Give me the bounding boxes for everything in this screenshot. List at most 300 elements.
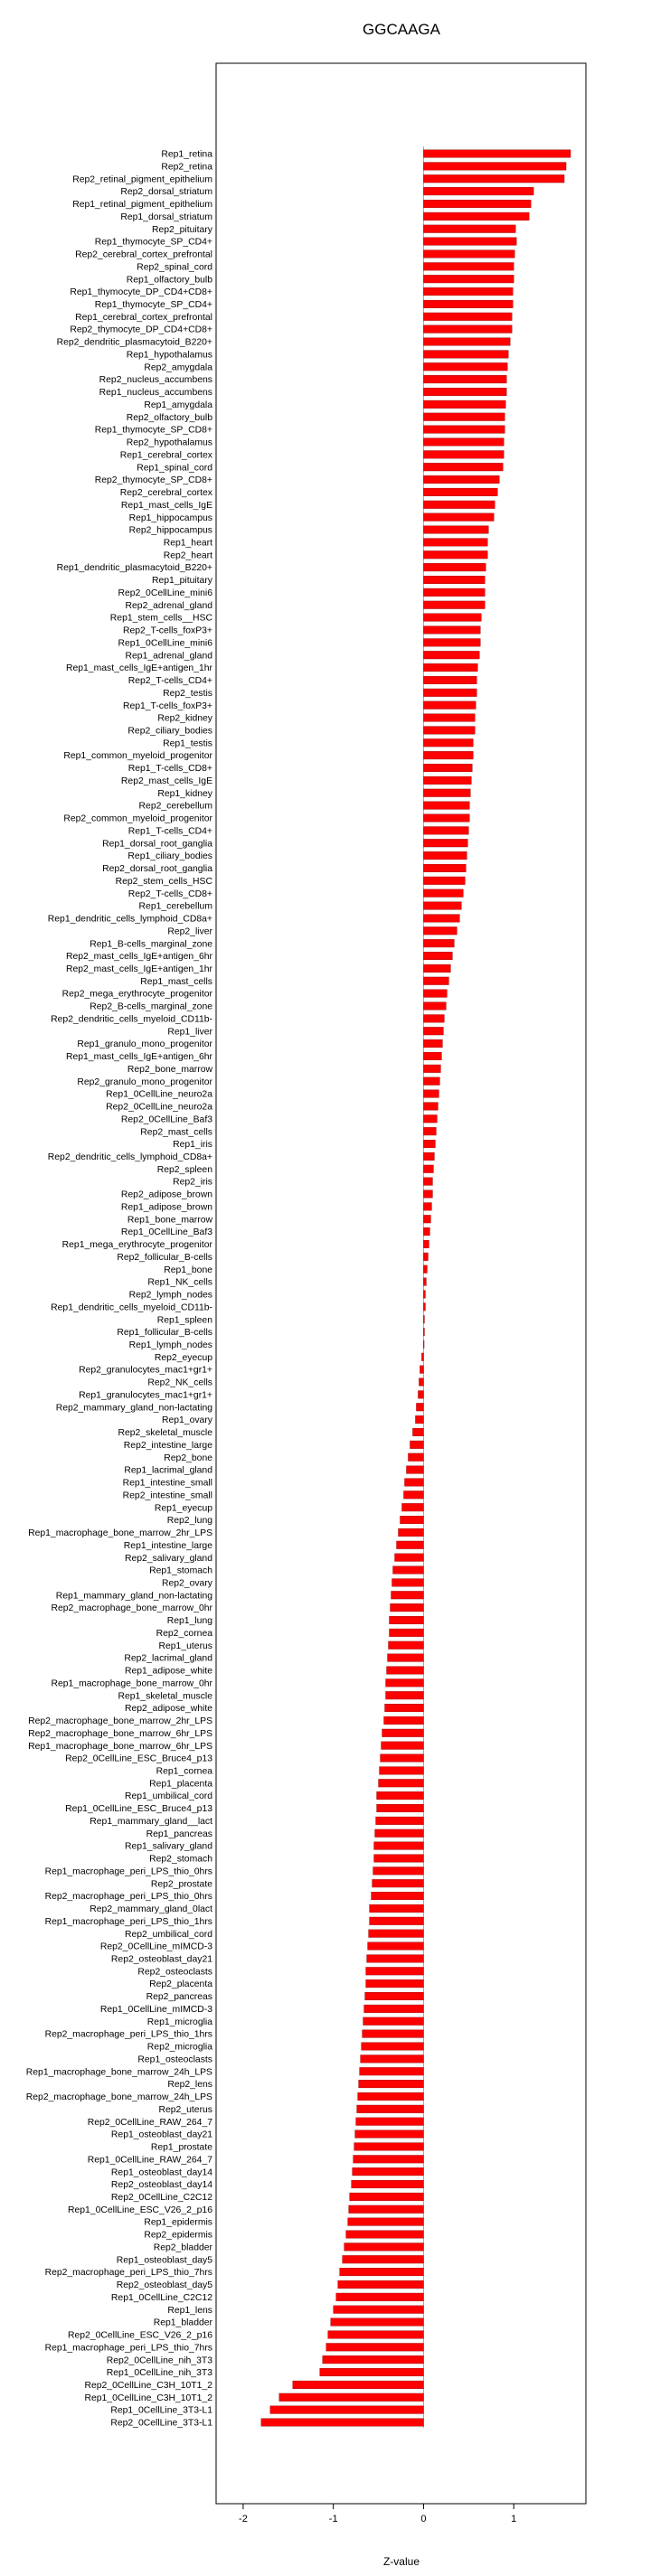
bar-7 [423, 238, 516, 246]
category-label-101: Rep1_ovary [161, 1415, 212, 1426]
bar-34 [423, 576, 485, 584]
category-label-134: Rep1_pancreas [146, 1829, 212, 1839]
bar-137 [373, 1867, 424, 1876]
category-label-172: Rep1_lens [167, 2305, 212, 2316]
category-label-142: Rep2_umbilical_cord [124, 1929, 212, 1940]
bar-109 [401, 1516, 424, 1524]
bar-56 [423, 851, 467, 860]
category-label-147: Rep2_pancreas [146, 1992, 212, 2003]
bar-113 [393, 1566, 424, 1575]
category-label-116: Rep2_macrophage_bone_marrow_0hr [51, 1603, 212, 1614]
bar-176 [323, 2355, 424, 2364]
category-label-0: Rep1_retina [161, 149, 212, 160]
bar-22 [423, 426, 505, 434]
category-label-162: Rep2_osteoblast_day14 [110, 2180, 212, 2191]
category-label-149: Rep1_microglia [146, 2017, 212, 2027]
category-label-7: Rep1_thymocyte_SP_CD4+ [94, 237, 212, 248]
bar-42 [423, 676, 476, 684]
bar-140 [370, 1904, 424, 1913]
category-label-111: Rep1_intestine_large [123, 1540, 212, 1551]
bar-79 [423, 1140, 435, 1148]
bar-62 [423, 926, 457, 935]
category-label-122: Rep1_macrophage_bone_marrow_0hr [51, 1678, 212, 1689]
bar-151 [362, 2043, 424, 2051]
bar-40 [423, 651, 479, 659]
category-label-37: Rep1_stem_cells__HSC [109, 613, 212, 624]
category-label-11: Rep1_thymocyte_DP_CD4+CD8+ [70, 287, 212, 298]
category-label-50: Rep2_mast_cells_IgE [120, 776, 212, 786]
bar-51 [423, 789, 470, 797]
category-label-103: Rep2_intestine_large [123, 1440, 212, 1451]
bar-2 [423, 174, 564, 183]
bar-16 [423, 351, 508, 359]
category-label-161: Rep1_osteoblast_day14 [110, 2167, 212, 2178]
bar-15 [423, 338, 510, 346]
category-label-144: Rep2_osteoblast_day21 [110, 1954, 212, 1965]
category-label-151: Rep2_microglia [146, 2042, 212, 2053]
category-label-93: Rep1_spleen [156, 1315, 212, 1326]
category-label-19: Rep1_nucleus_accumbens [99, 388, 212, 399]
bar-21 [423, 413, 505, 421]
category-label-14: Rep2_thymocyte_DP_CD4+CD8+ [70, 324, 212, 335]
category-label-76: Rep2_0CellLine_neuro2a [106, 1102, 212, 1113]
bar-107 [403, 1491, 423, 1500]
category-label-24: Rep1_cerebral_cortex [119, 450, 212, 461]
bar-68 [423, 1002, 446, 1011]
bar-76 [423, 1103, 438, 1111]
bar-55 [423, 839, 467, 847]
bar-134 [375, 1829, 424, 1838]
bar-64 [423, 952, 452, 960]
category-label-22: Rep1_thymocyte_SP_CD8+ [94, 425, 212, 436]
category-label-171: Rep1_0CellLine_C2C12 [110, 2292, 212, 2303]
category-label-85: Rep1_bone_marrow [127, 1215, 212, 1226]
category-label-89: Rep1_bone [164, 1264, 212, 1275]
bar-19 [423, 388, 506, 396]
category-label-152: Rep1_osteoclasts [137, 2054, 212, 2065]
category-label-95: Rep1_lymph_nodes [128, 1340, 212, 1350]
bar-1 [423, 163, 566, 171]
bar-100 [416, 1403, 423, 1411]
category-label-128: Rep2_0CellLine_ESC_Bruce4_p13 [65, 1753, 212, 1764]
category-label-15: Rep2_dendritic_plasmacytoid_B220+ [56, 337, 212, 348]
bar-126 [382, 1729, 424, 1737]
category-label-164: Rep1_0CellLine_ESC_V26_2_p16 [67, 2205, 212, 2215]
bar-63 [423, 939, 454, 947]
bar-115 [392, 1591, 424, 1599]
category-label-126: Rep2_macrophage_bone_marrow_6hr_LPS [28, 1728, 212, 1739]
chart-title: GGCAAGA [363, 21, 440, 38]
bar-158 [355, 2130, 424, 2139]
category-label-115: Rep1_mammary_gland_non-lactating [55, 1591, 212, 1602]
bar-58 [423, 877, 465, 885]
category-label-9: Rep2_spinal_cord [137, 262, 212, 273]
category-label-113: Rep1_stomach [149, 1565, 212, 1576]
bar-54 [423, 827, 468, 835]
bar-85 [423, 1215, 430, 1223]
category-label-18: Rep2_nucleus_accumbens [99, 375, 212, 386]
bar-6 [423, 225, 515, 233]
bar-83 [423, 1190, 432, 1199]
category-label-58: Rep2_stem_cells_HSC [115, 876, 212, 887]
bar-145 [366, 1967, 424, 1975]
bar-114 [392, 1579, 424, 1587]
category-label-139: Rep2_macrophage_peri_LPS_thio_0hrs [44, 1892, 212, 1903]
bar-169 [340, 2268, 424, 2276]
category-label-10: Rep1_olfactory_bulb [126, 275, 212, 286]
x-tick-label-0: -2 [239, 2514, 248, 2524]
bar-25 [423, 463, 503, 471]
x-tick-label-1: -1 [328, 2514, 338, 2524]
bar-155 [358, 2092, 424, 2101]
bar-10 [423, 275, 514, 283]
bar-154 [359, 2080, 424, 2088]
bar-88 [423, 1253, 428, 1261]
category-label-35: Rep2_0CellLine_mini6 [118, 588, 212, 598]
bar-166 [346, 2231, 424, 2239]
bar-168 [343, 2255, 424, 2263]
bar-108 [402, 1503, 424, 1511]
category-label-96: Rep2_eyecup [154, 1352, 212, 1363]
bar-167 [344, 2243, 424, 2252]
bar-141 [370, 1917, 424, 1925]
bar-116 [391, 1603, 424, 1612]
category-label-23: Rep2_hypothalamus [126, 437, 212, 448]
bar-97 [420, 1366, 423, 1374]
category-label-155: Rep2_macrophage_bone_marrow_24h_LPS [25, 2092, 212, 2103]
category-label-163: Rep2_0CellLine_C2C12 [110, 2192, 212, 2203]
bar-153 [360, 2067, 424, 2075]
bar-121 [387, 1667, 424, 1675]
category-label-65: Rep2_mast_cells_IgE+antigen_1hr [65, 964, 212, 974]
category-label-68: Rep2_B-cells_marginal_zone [90, 1001, 212, 1012]
bar-45 [423, 714, 475, 722]
bar-125 [384, 1716, 424, 1725]
category-label-132: Rep1_0CellLine_ESC_Bruce4_p13 [65, 1804, 212, 1815]
bar-105 [406, 1466, 423, 1474]
category-label-39: Rep1_0CellLine_mini6 [118, 638, 212, 649]
category-label-158: Rep1_osteoblast_day21 [110, 2129, 212, 2140]
category-label-2: Rep2_retinal_pigment_epithelium [72, 174, 212, 185]
bar-147 [365, 1992, 424, 2000]
category-label-55: Rep1_dorsal_root_ganglia [102, 839, 212, 850]
category-label-84: Rep1_adipose_brown [120, 1202, 212, 1213]
category-label-60: Rep1_cerebellum [138, 901, 212, 912]
category-label-34: Rep1_pituitary [151, 576, 212, 587]
bar-37 [423, 614, 481, 622]
category-label-166: Rep2_epidermis [144, 2230, 212, 2241]
bar-146 [366, 1979, 424, 1988]
bar-13 [423, 313, 512, 321]
bar-129 [380, 1767, 424, 1775]
bar-17 [423, 362, 507, 371]
category-label-123: Rep1_skeletal_muscle [118, 1691, 212, 1702]
category-label-108: Rep1_eyecup [154, 1503, 212, 1514]
bar-30 [423, 526, 488, 534]
category-label-70: Rep1_liver [167, 1027, 212, 1038]
bar-87 [423, 1240, 429, 1248]
bar-130 [379, 1779, 424, 1787]
category-label-141: Rep1_macrophage_peri_LPS_thio_1hrs [44, 1916, 212, 1927]
bar-23 [423, 438, 504, 447]
category-label-81: Rep2_spleen [156, 1164, 212, 1175]
bar-29 [423, 513, 494, 522]
bar-39 [423, 639, 480, 647]
category-label-154: Rep2_lens [167, 2080, 212, 2091]
bar-102 [412, 1428, 423, 1436]
category-label-169: Rep2_macrophage_peri_LPS_thio_7hrs [44, 2268, 212, 2279]
bar-178 [293, 2381, 424, 2389]
category-label-177: Rep1_0CellLine_nih_3T3 [106, 2368, 212, 2379]
category-label-47: Rep1_testis [163, 738, 212, 749]
category-label-87: Rep1_mega_erythrocyte_progenitor [61, 1240, 212, 1251]
category-label-12: Rep1_thymocyte_SP_CD4+ [94, 300, 212, 311]
bar-156 [357, 2105, 424, 2113]
bar-99 [418, 1391, 423, 1399]
category-label-51: Rep1_kidney [157, 788, 212, 799]
bar-133 [376, 1817, 424, 1825]
category-label-32: Rep2_heart [163, 550, 212, 561]
bar-28 [423, 501, 495, 509]
category-label-66: Rep1_mast_cells [140, 976, 212, 987]
bar-131 [377, 1791, 424, 1800]
category-label-30: Rep2_hippocampus [128, 525, 212, 536]
bar-180 [270, 2406, 424, 2414]
bar-135 [374, 1842, 424, 1850]
category-label-5: Rep1_dorsal_striatum [120, 212, 212, 222]
bar-73 [423, 1065, 440, 1073]
bar-112 [395, 1554, 424, 1562]
category-label-90: Rep1_NK_cells [147, 1277, 212, 1288]
category-label-106: Rep1_intestine_small [122, 1478, 212, 1489]
category-label-59: Rep2_T-cells_CD8+ [127, 888, 212, 899]
category-label-137: Rep1_macrophage_peri_LPS_thio_0hrs [44, 1866, 212, 1877]
category-label-86: Rep1_0CellLine_Baf3 [120, 1227, 212, 1238]
category-label-62: Rep2_liver [167, 926, 212, 937]
bar-142 [369, 1930, 424, 1938]
bar-160 [354, 2155, 424, 2163]
category-label-98: Rep2_NK_cells [147, 1377, 212, 1388]
category-label-130: Rep1_placenta [149, 1779, 212, 1790]
category-label-102: Rep2_skeletal_muscle [118, 1428, 212, 1439]
category-label-107: Rep2_intestine_small [122, 1490, 212, 1501]
category-label-82: Rep2_iris [173, 1177, 212, 1188]
category-label-44: Rep1_T-cells_foxP3+ [122, 700, 212, 711]
category-label-160: Rep1_0CellLine_RAW_264_7 [87, 2155, 212, 2166]
bar-11 [423, 287, 513, 296]
category-label-8: Rep2_cerebral_cortex_prefrontal [75, 249, 212, 260]
category-label-168: Rep1_osteoblast_day5 [116, 2255, 212, 2266]
bar-164 [349, 2205, 424, 2214]
category-label-53: Rep2_common_myeloid_progenitor [63, 813, 212, 824]
bar-171 [336, 2293, 424, 2301]
bar-81 [423, 1165, 433, 1173]
category-label-74: Rep2_granulo_mono_progenitor [77, 1076, 212, 1087]
category-label-129: Rep1_cornea [156, 1766, 212, 1777]
category-label-159: Rep1_prostate [150, 2142, 212, 2153]
category-label-174: Rep2_0CellLine_ESC_V26_2_p16 [67, 2330, 212, 2341]
x-tick-label-3: 1 [511, 2514, 517, 2524]
category-label-176: Rep2_0CellLine_nih_3T3 [106, 2355, 212, 2366]
category-label-117: Rep1_lung [166, 1616, 212, 1627]
bar-35 [423, 588, 485, 597]
category-label-153: Rep1_macrophage_bone_marrow_24h_LPS [25, 2067, 212, 2078]
bar-149 [363, 2017, 424, 2026]
category-label-83: Rep2_adipose_brown [120, 1189, 212, 1200]
category-label-114: Rep2_ovary [161, 1578, 212, 1589]
category-label-88: Rep2_follicular_B-cells [117, 1252, 212, 1263]
category-label-145: Rep2_osteoclasts [137, 1967, 212, 1978]
bar-103 [410, 1441, 423, 1449]
category-label-181: Rep2_0CellLine_3T3-L1 [110, 2418, 212, 2429]
bar-128 [381, 1754, 424, 1763]
category-label-80: Rep2_dendritic_cells_lymphoid_CD8a+ [47, 1152, 212, 1162]
category-label-79: Rep1_iris [173, 1140, 212, 1151]
category-label-52: Rep2_cerebellum [138, 801, 212, 812]
bar-157 [356, 2118, 424, 2126]
bar-36 [423, 601, 485, 609]
bar-96 [421, 1353, 423, 1361]
category-label-67: Rep2_mega_erythrocyte_progenitor [61, 989, 212, 1000]
category-label-170: Rep2_osteoblast_day5 [116, 2280, 212, 2291]
bar-18 [423, 375, 506, 383]
bar-132 [377, 1804, 424, 1812]
bar-122 [386, 1679, 424, 1688]
category-label-118: Rep2_cornea [156, 1628, 212, 1639]
bar-95 [423, 1340, 424, 1349]
bar-165 [348, 2218, 424, 2226]
category-label-167: Rep2_bladder [153, 2242, 212, 2253]
bar-50 [423, 776, 471, 785]
bar-49 [423, 764, 472, 772]
category-label-104: Rep2_bone [164, 1453, 212, 1463]
category-label-75: Rep1_0CellLine_neuro2a [106, 1089, 212, 1100]
category-label-99: Rep1_granulocytes_mac1+gr1+ [79, 1390, 212, 1401]
category-label-42: Rep2_T-cells_CD4+ [127, 676, 212, 687]
category-label-26: Rep2_thymocyte_SP_CD8+ [94, 475, 212, 486]
category-label-143: Rep2_0CellLine_mIMCD-3 [99, 1941, 212, 1952]
bar-172 [334, 2306, 424, 2314]
bar-5 [423, 212, 529, 221]
bar-47 [423, 738, 473, 747]
category-label-29: Rep1_hippocampus [128, 512, 212, 523]
bar-175 [326, 2344, 424, 2352]
bar-82 [423, 1178, 432, 1186]
bar-8 [423, 250, 514, 259]
category-label-125: Rep2_macrophage_bone_marrow_2hr_LPS [28, 1716, 212, 1727]
category-label-121: Rep1_adipose_white [124, 1666, 212, 1677]
category-label-100: Rep2_mammary_gland_non-lactating [55, 1403, 212, 1414]
bar-119 [389, 1641, 424, 1650]
category-label-178: Rep2_0CellLine_C3H_10T1_2 [84, 2381, 212, 2391]
category-label-20: Rep1_amygdala [144, 400, 212, 410]
category-label-27: Rep2_cerebral_cortex [119, 488, 212, 499]
bar-111 [397, 1541, 424, 1549]
x-axis-label: Z-value [382, 2555, 420, 2568]
bar-61 [423, 915, 459, 923]
bar-77 [423, 1114, 437, 1123]
bar-27 [423, 488, 497, 496]
category-label-64: Rep2_mast_cells_IgE+antigen_6hr [65, 952, 212, 963]
category-label-156: Rep2_uterus [158, 2104, 212, 2115]
category-label-40: Rep1_adrenal_gland [125, 651, 212, 662]
category-label-73: Rep2_bone_marrow [127, 1064, 212, 1075]
bar-170 [338, 2280, 424, 2289]
bar-32 [423, 550, 487, 559]
bar-4 [423, 200, 531, 208]
bar-66 [423, 977, 448, 985]
bar-139 [372, 1892, 424, 1900]
bar-120 [388, 1654, 424, 1662]
bar-38 [423, 626, 480, 635]
bar-110 [399, 1528, 424, 1537]
bar-93 [423, 1315, 424, 1323]
bar-101 [415, 1415, 423, 1424]
bar-74 [423, 1077, 439, 1086]
x-tick-label-2: 0 [420, 2514, 427, 2524]
bar-123 [386, 1691, 424, 1699]
bar-43 [423, 689, 476, 697]
bar-67 [423, 990, 447, 998]
bar-3 [423, 187, 533, 195]
category-label-69: Rep2_dendritic_cells_myeloid_CD11b- [51, 1014, 212, 1025]
bar-60 [423, 902, 461, 910]
bar-46 [423, 727, 475, 735]
category-label-110: Rep1_macrophage_bone_marrow_2hr_LPS [28, 1528, 212, 1539]
category-label-38: Rep2_T-cells_foxP3+ [122, 625, 212, 636]
category-label-48: Rep1_common_myeloid_progenitor [63, 751, 212, 762]
bar-53 [423, 814, 469, 823]
category-label-17: Rep2_amygdala [144, 362, 212, 373]
bar-181 [261, 2419, 424, 2427]
category-label-92: Rep1_dendritic_cells_myeloid_CD11b- [51, 1302, 212, 1313]
bar-69 [423, 1015, 444, 1023]
category-label-61: Rep1_dendritic_cells_lymphoid_CD8a+ [47, 914, 212, 925]
category-label-91: Rep2_lymph_nodes [128, 1290, 212, 1301]
bar-33 [423, 563, 486, 571]
category-label-31: Rep1_heart [163, 538, 212, 549]
category-label-180: Rep1_0CellLine_3T3-L1 [110, 2405, 212, 2416]
bar-138 [373, 1879, 424, 1887]
bar-70 [423, 1027, 443, 1035]
category-label-16: Rep1_hypothalamus [126, 350, 212, 361]
bar-44 [423, 701, 476, 710]
bar-48 [423, 751, 473, 759]
category-label-28: Rep1_mast_cells_IgE [120, 500, 212, 511]
category-label-43: Rep2_testis [163, 688, 212, 699]
category-label-56: Rep1_ciliary_bodies [127, 851, 212, 862]
category-label-140: Rep2_mammary_gland_0lact [90, 1904, 212, 1915]
bar-89 [423, 1265, 427, 1274]
bar-65 [423, 964, 450, 973]
bar-161 [353, 2167, 424, 2176]
bar-159 [354, 2143, 424, 2151]
bar-12 [423, 300, 513, 308]
category-label-21: Rep2_olfactory_bulb [126, 412, 212, 423]
category-label-46: Rep2_ciliary_bodies [127, 726, 212, 737]
category-label-148: Rep1_0CellLine_mIMCD-3 [99, 2004, 212, 2015]
category-label-71: Rep1_granulo_mono_progenitor [77, 1039, 212, 1050]
category-label-175: Rep1_macrophage_peri_LPS_thio_7hrs [44, 2343, 212, 2354]
bar-9 [423, 263, 514, 271]
bar-59 [423, 889, 463, 898]
category-label-173: Rep1_bladder [153, 2317, 212, 2328]
category-label-120: Rep2_lacrimal_gland [124, 1653, 212, 1664]
bar-57 [423, 864, 466, 872]
bar-94 [423, 1328, 424, 1336]
category-label-135: Rep1_salivary_gland [124, 1841, 212, 1852]
category-label-4: Rep1_retinal_pigment_epithelium [72, 200, 212, 211]
